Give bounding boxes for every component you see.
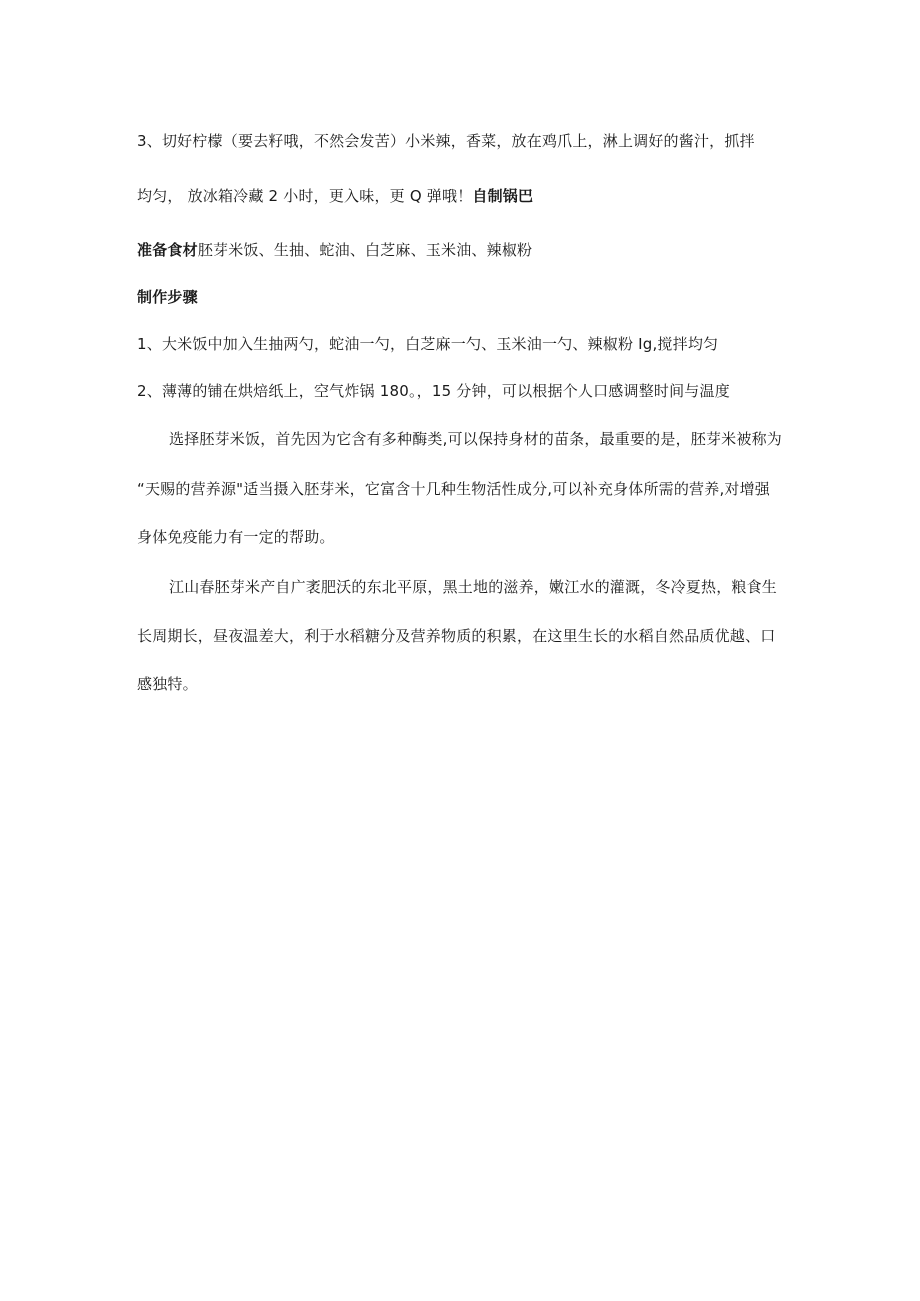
paragraph-1-line-3: 身体免疫能力有一定的帮助。 [137,528,335,546]
ingredients-label: 准备食材 [137,241,198,259]
step-3-line-2 [137,186,533,206]
paragraph-2-line-3: 感独特。 [137,675,198,693]
paragraph-2-line-2: 长周期长，昼夜温差大，利于水稻糖分及营养物质的积累，在这里生长的水稻自然品质优越、口 [137,627,776,645]
step-3-line-1: 3、切好柠檬（要去籽哦，不然会发苦）小米辣，香菜，放在鸡爪上，淋上调好的酱汁，抓拌 [137,132,755,150]
step-2: 2、薄薄的铺在烘焙纸上，空气炸锅 180。，15 分钟，可以根据个人口感调整时间与温度 [137,382,730,400]
ingredients-items: 胚芽米饭、生抽、蛇油、白芝麻、玉米油、辣椒粉 [197,241,533,259]
paragraph-2-line-1: 江山春胚芽米产自广袤肥沃的东北平原，黑土地的滋养，嫩江水的灌溉，冬冷夏热，粮食生 [169,578,778,596]
step-1: 1、大米饭中加入生抽两勺，蛇油一勺，白芝麻一勺、玉米油一勺、辣椒粉 Ig,搅拌均匀 [137,335,719,353]
step-3-line-2-text: 均匀， 放冰箱冷藏 2 小时，更入味，更 Q 弹哦！ [137,187,473,205]
steps-heading: 制作步骤 [137,288,198,306]
ingredients-line [137,240,532,260]
recipe-title-homemade-guoba: 自制锅巴 [472,187,534,205]
paragraph-1-line-1: 选择胚芽米饭，首先因为它含有多种酶类,可以保持身材的苗条，最重要的是，胚芽米被称为 [169,430,782,448]
paragraph-1-line-2: “天赐的营养源"适当摄入胚芽米，它富含十几种生物活性成分,可以补充身体所需的营养,对增强 [137,480,771,498]
